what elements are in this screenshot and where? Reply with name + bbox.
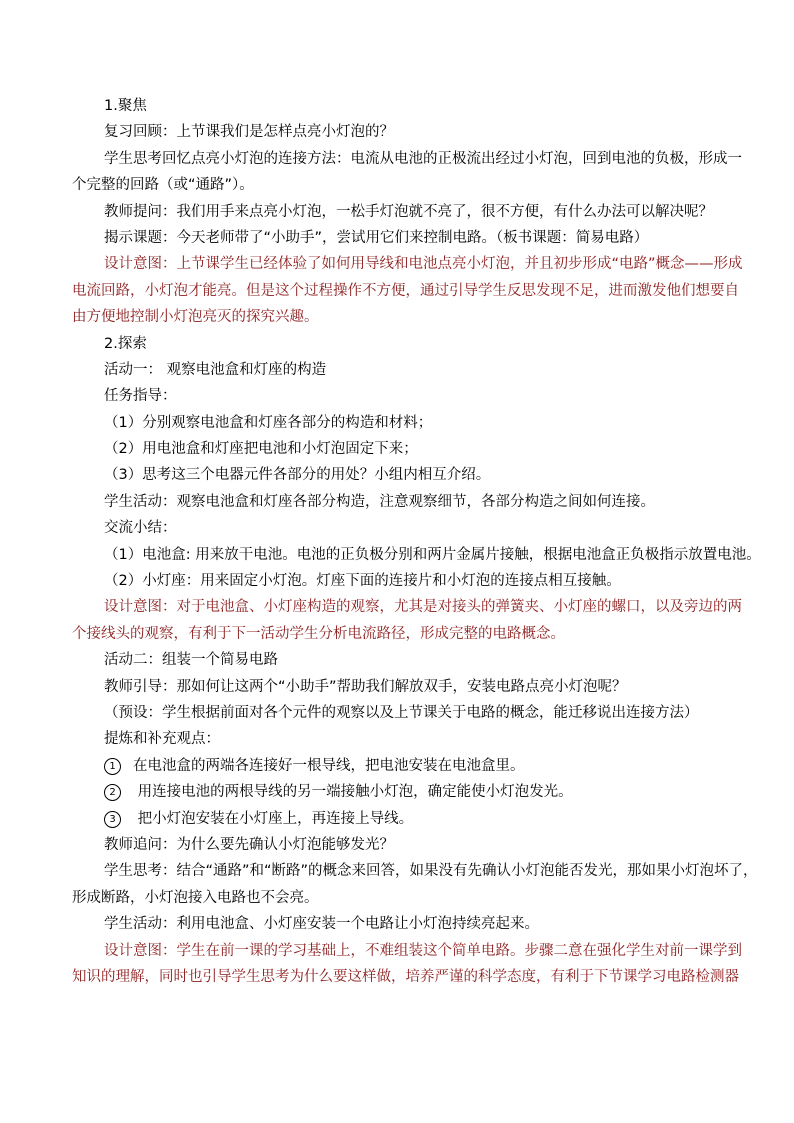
line-text: 由方便地控制小灯泡亮灭的探究兴趣。 xyxy=(72,309,319,326)
text-line xyxy=(88,119,728,145)
line-text: 揭示课题：今天老师带了“小助手”，尝试用它们来控制电路。（板书课题：简易电路） xyxy=(104,229,649,246)
text-line xyxy=(72,172,728,198)
line-text: 教师引导：那如何让这两个“小助手”帮助我们解放双手，安装电路点亮小灯泡呢？ xyxy=(104,678,627,695)
text-line xyxy=(88,858,758,884)
text-line xyxy=(88,436,728,462)
numbered-step xyxy=(88,779,728,805)
line-text: （3）思考这三个电器元件各部分的用处？小组内相互介绍。 xyxy=(104,467,491,484)
design-intent-line xyxy=(88,594,742,620)
line-text: 电流回路，小灯泡才能亮。但是这个过程操作不方便，通过引导学生反思发现不足，进而激发他们想要自 xyxy=(72,282,739,299)
text-line xyxy=(88,225,728,251)
text-line xyxy=(88,542,761,568)
text-line xyxy=(88,462,728,488)
line-text: 个接线头的观察，有利于下一活动学生分析电流路径，形成完整的电路概念。 xyxy=(72,625,565,642)
design-intent-line xyxy=(72,964,739,990)
line-text: 任务指导： xyxy=(104,388,177,405)
circled-number-icon: 1 xyxy=(104,758,121,775)
circled-number-icon: 3 xyxy=(104,811,121,828)
numbered-step xyxy=(88,806,728,832)
line-text: 形成断路，小灯泡接入电路也不会亮。 xyxy=(72,889,319,906)
text-line xyxy=(88,832,728,858)
text-line xyxy=(88,146,742,172)
text-line xyxy=(88,647,728,673)
text-line xyxy=(88,199,728,225)
line-text: 活动二：组装一个简易电路 xyxy=(104,652,278,669)
line-text: 教师追问：为什么要先确认小灯泡能够发光？ xyxy=(104,836,394,853)
text-line xyxy=(88,568,728,594)
line-text: 设计意图：对于电池盒、小灯座构造的观察，尤其是对接头的弹簧夹、小灯座的螺口，以及旁边的两 xyxy=(104,599,742,616)
text-line xyxy=(88,911,728,937)
design-intent-line xyxy=(72,278,739,304)
line-text: 学生活动：利用电池盒、小灯座安装一个电路让小灯泡持续亮起来。 xyxy=(104,916,539,933)
text-line xyxy=(88,331,728,357)
line-text: （2）用电池盒和灯座把电池和小灯泡固定下来； xyxy=(104,441,418,458)
text-line xyxy=(88,515,728,541)
line-text: 复习回顾：上节课我们是怎样点亮小灯泡的？ xyxy=(104,124,394,141)
line-text: （预设：学生根据前面对各个元件的观察以及上节课关于电路的概念，能迁移说出连接方法） xyxy=(104,704,699,721)
text-line xyxy=(88,700,728,726)
design-intent-line xyxy=(72,621,728,647)
circled-number-icon: 2 xyxy=(104,784,121,801)
line-text: 学生活动：观察电池盒和灯座各部分构造，注意观察细节，各部分构造之间如何连接。 xyxy=(104,493,655,510)
line-text: 2.探索 xyxy=(104,335,147,352)
text-line xyxy=(88,489,728,515)
text-line xyxy=(88,357,728,383)
line-text: 提炼和补充观点： xyxy=(104,731,220,748)
design-intent-line xyxy=(88,938,742,964)
text-line xyxy=(88,93,728,119)
text-line xyxy=(88,726,728,752)
line-text: 学生思考：结合“通路”和“断路”的概念来回答，如果没有先确认小灯泡能否发光，那如果小灯泡坏了， xyxy=(104,863,758,880)
line-text: 教师提问：我们用手来点亮小灯泡，一松手灯泡就不亮了，很不方便，有什么办法可以解决呢？ xyxy=(104,203,713,220)
line-text: 把小灯泡安装在小灯座上，再连接上导线。 xyxy=(133,810,414,827)
design-intent-line xyxy=(72,304,728,330)
text-line xyxy=(88,410,728,436)
document-page xyxy=(72,93,761,990)
line-text: （1）电池盒: 用来放干电池。电池的正负极分别和两片金属片接触，根据电池盒正负极指示放置电池。 xyxy=(104,546,761,563)
line-text: 个完整的回路（或“通路”）。 xyxy=(72,177,254,194)
design-intent-line xyxy=(88,251,743,277)
line-text: 1.聚焦 xyxy=(104,98,147,114)
line-text: 在电池盒的两端各连接好一根导线，把电池安装在电池盒里。 xyxy=(133,757,525,774)
numbered-step xyxy=(88,753,728,779)
line-text: （1）分别观察电池盒和灯座各部分的构造和材料； xyxy=(104,414,433,431)
line-text: 活动一： 观察电池盒和灯座的构造 xyxy=(104,361,327,378)
line-text: 设计意图：学生在前一课的学习基础上，不难组装这个简单电路。步骤二意在强化学生对前一课学到 xyxy=(104,942,742,959)
text-line xyxy=(72,885,728,911)
line-text: 设计意图：上节课学生已经体验了如何用导线和电池点亮小灯泡，并且初步形成“电路”概念——形成 xyxy=(104,256,743,273)
text-line xyxy=(88,674,728,700)
text-line xyxy=(88,383,728,409)
line-text: 学生思考回忆点亮小灯泡的连接方法：电流从电池的正极流出经过小灯泡，回到电池的负极，形成一 xyxy=(104,150,742,167)
line-text: （2）小灯座：用来固定小灯泡。灯座下面的连接片和小灯泡的连接点相互接触。 xyxy=(104,573,621,590)
line-text: 知识的理解，同时也引导学生思考为什么要这样做，培养严谨的科学态度，有利于下节课学习电路检测器 xyxy=(72,968,739,985)
line-text: 交流小结： xyxy=(104,520,177,537)
line-text: 用连接电池的两根导线的另一端接触小灯泡，确定能使小灯泡发光。 xyxy=(133,784,573,801)
